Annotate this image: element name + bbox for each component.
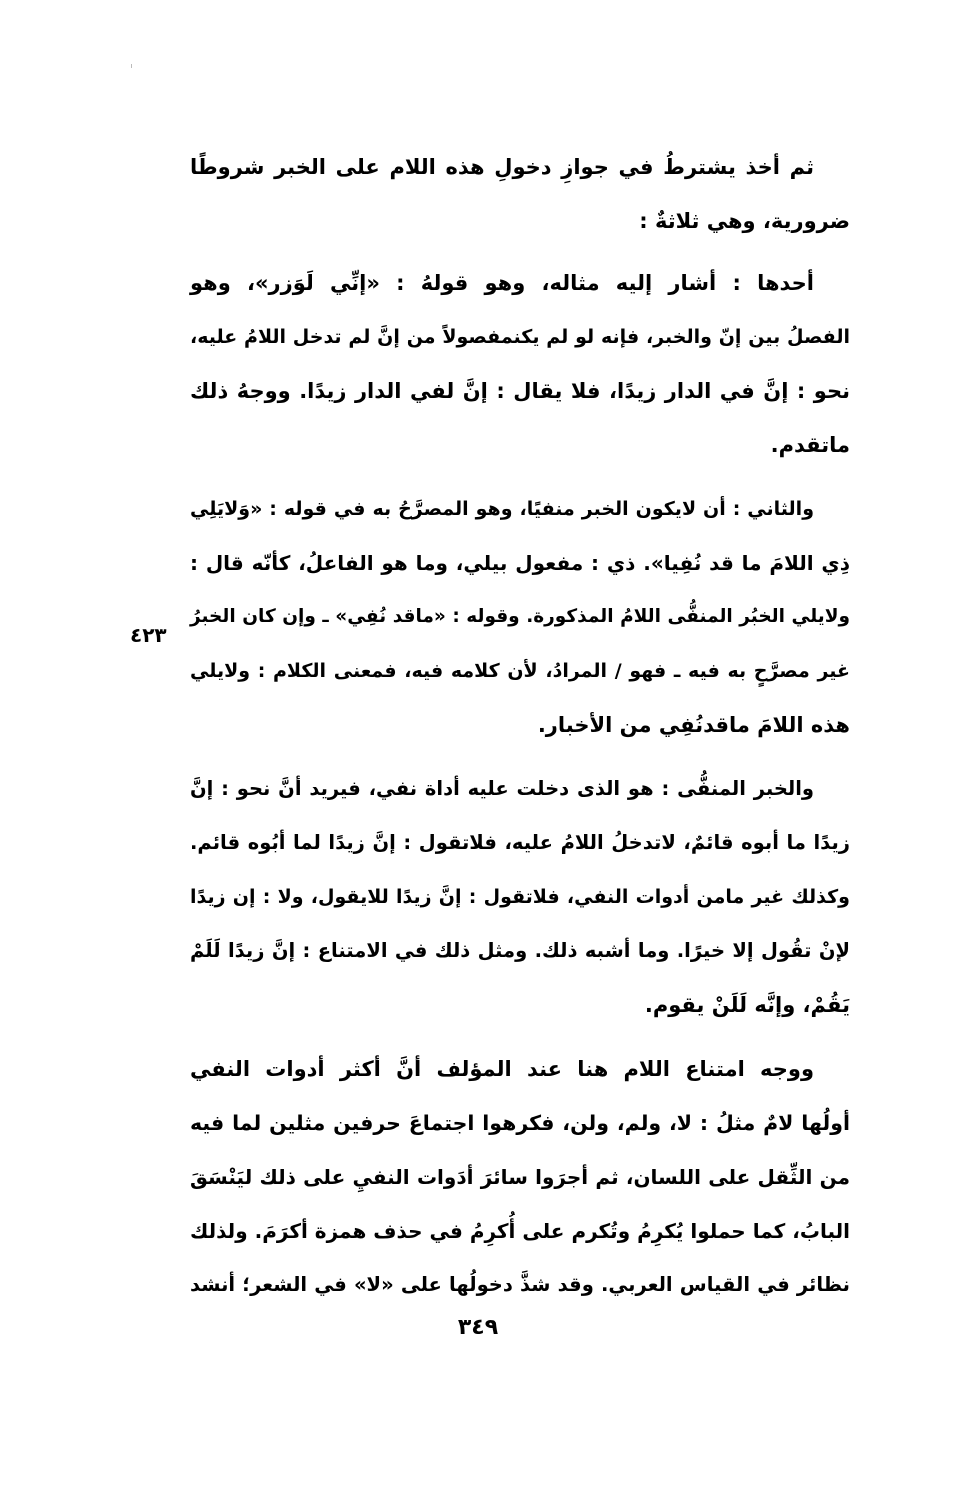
text-line: أحدها : أشار إليه مثاله، وهو قولهُ : «إنِّي لَوَزر»، وهو [190,271,814,295]
paragraph-4 [190,762,886,1032]
text-line: ووجه امتناع اللام هنا عند المؤلف أنَّ أكثر أدوات النفي [190,1057,814,1081]
text-line: لإنْ تقُول إلا خيرًا. وما أشبه ذلك. ومثل ذلك في الامتناع : إنَّ زيدًا لَلَمْ [190,939,850,962]
body-text [190,140,886,1322]
text-line: الفصلُ بين إنّ والخبر، فإنه لو لم يكنمفصولاً من إنَّ لم تدخل اللامُ عليه، [190,326,850,348]
text-line: ماتقدم. [770,433,850,457]
text-line: غير مصرَّحٍ به فيه ـ فهو / المرادُ، لأن كلامه فيه، فمعنى الكلام : ولايلي [190,660,850,682]
text-line: نحو : إنَّ في الدار زيدًا، فلا يقال : إنَّ لفي الدار زيدًا. ووجهُ ذلك [190,379,850,403]
text-line: وكذلك غير مامن أدوات النفي، فلاتقول : إنَّ زيدًا للايقول، ولا : إن زيدًا [190,886,850,908]
text-line: والثاني : أن لايكون الخبر منفيًا، وهو المصرَّحُ به في قوله : «وَلايَلِي [190,498,814,520]
text-line: يَقُمْ، وإنَّه لَلَنْ يقوم. [644,993,850,1017]
paragraph-2 [190,256,886,472]
text-line: ولايلي الخبُر المنفُّى اللامُ المذكورة. وقوله : «ماقد نُفِي» ـ وإن كان الخبرُ [190,606,850,627]
scan-speck [131,64,132,68]
text-line: والخبر المنفُّى : هو الذى دخلت عليه أداة نفي، فيريد أنَّ نحو : إنَّ [190,777,814,800]
text-line: من الثِّقل على اللسان، ثم أجرَوا سائرَ أدَوات النفيِ على ذلك ليَنْسَقَ [190,1165,850,1189]
text-line: ضرورية، وهي ثلاثةٌ : [639,209,850,233]
paragraph-5 [190,1042,886,1312]
text-line: ذِي اللامَ ما قد نُفِيا». ذي : مفعول بيلي، وما هو الفاعلُ، كأنّه قال : [190,551,850,575]
paragraph-1 [190,140,886,248]
text-line: نظائر في القياس العربي. وقد شذَّ دخولُها على «لا» في الشعر؛ أنشد [190,1273,850,1296]
text-line: ثم أخذ يشترطُ في جوازِ دخولِ هذه اللام على الخبر شروطًا [190,155,814,179]
paragraph-3 [190,482,886,752]
text-line: هذه اللامَ ماقدنُفِي من الأخبار. [537,713,850,737]
margin-page-reference: ٤٢٣ [130,623,167,647]
text-line: البابُ، كما حملوا يُكرِمُ وتُكرم على أُكرِمُ في حذف همزة أكرَمَ. ولذلك [190,1219,850,1243]
text-line: زيدًا ما أبوه قائمٌ، لاتدخلُ اللامُ عليه، فلاتقول : إنَّ زيدًا لما أبُوه قائم. [190,831,850,854]
text-line: أولُها لامٌ مثلُ : لا، ولم، ولن، فكرهوا اجتماعَ حرفين مثلين لما فيه [190,1111,850,1135]
page-number: ٣٤٩ [457,1315,499,1340]
